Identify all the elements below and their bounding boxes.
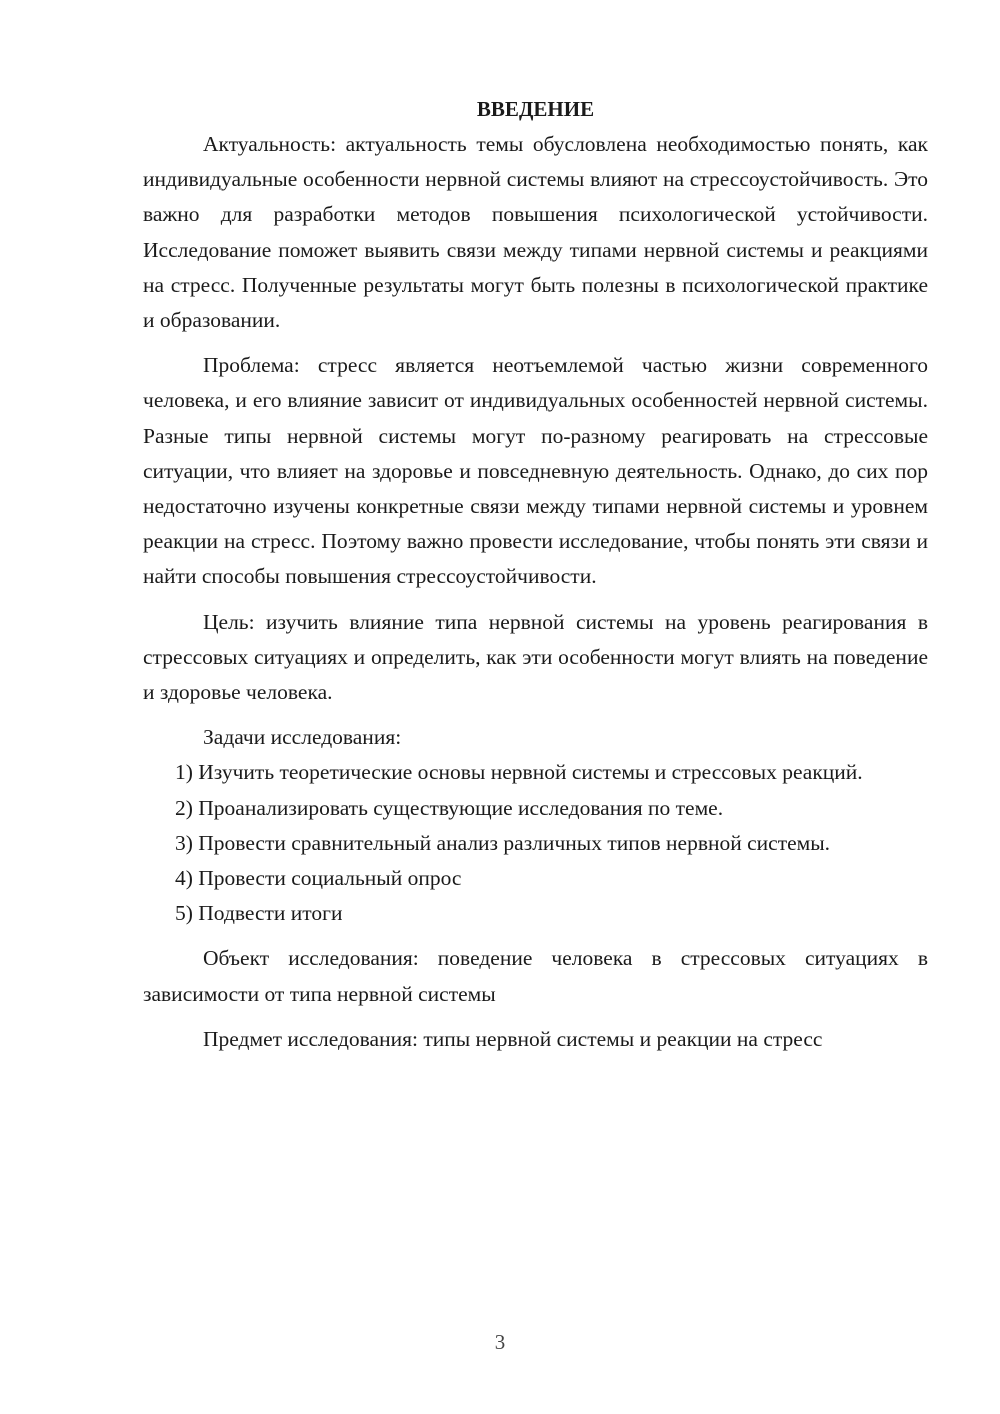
list-item: 5) Подвести итоги bbox=[175, 901, 343, 926]
list-item: 4) Провести социальный опрос bbox=[175, 866, 462, 891]
tasks-list bbox=[143, 755, 928, 931]
subject-paragraph: Предмет исследования: типы нервной системы и реакции на стресс bbox=[203, 1026, 823, 1051]
list-item: 3) Провести сравнительный анализ различных типов нервной системы. bbox=[175, 830, 831, 855]
tasks-heading: Задачи исследования: bbox=[203, 725, 402, 750]
list-item: 2) Проанализировать существующие исследования по теме. bbox=[175, 795, 724, 820]
relevance-paragraph: Актуальность: актуальность темы обусловлена необходимостью понять, как индивидуальные особенности нервной системы влияют на стрессоустойчивость. Это важно для разработки методов повышения психологической устойчивости. Исследование поможет выявить связи между типами нервной системы и реакциями на стресс. Полученные результаты могут быть полезны в психологической практике и образовании. bbox=[143, 132, 928, 333]
problem-paragraph: Проблема: стресс является неотъемлемой частью жизни современного человека, и его влияние зависит от индивидуальных особенностей нервной системы. Разные типы нервной системы могут по-разному реагировать на стрессовые ситуации, что влияет на здоровье и повседневную деятельность. Однако, до сих пор недостаточно изучены конкретные связи между типами нервной системы и уровнем реакции на стресс. Поэтому важно провести исследование, чтобы понять эти связи и найти способы повышения стрессоустойчивости. bbox=[143, 353, 928, 589]
page-title: ВВЕДЕНИЕ bbox=[476, 97, 595, 121]
page-number: 3 bbox=[494, 1330, 506, 1354]
object-paragraph: Объект исследования: поведение человека в стрессовых ситуациях в зависимости от типа нервной системы bbox=[143, 946, 928, 1006]
list-item: 1) Изучить теоретические основы нервной системы и стрессовых реакций. bbox=[175, 760, 863, 785]
document-body bbox=[143, 92, 928, 1057]
goal-paragraph: Цель: изучить влияние типа нервной системы на уровень реагирования в стрессовых ситуациях и определить, как эти особенности могут влиять на поведение и здоровье человека. bbox=[143, 609, 928, 705]
